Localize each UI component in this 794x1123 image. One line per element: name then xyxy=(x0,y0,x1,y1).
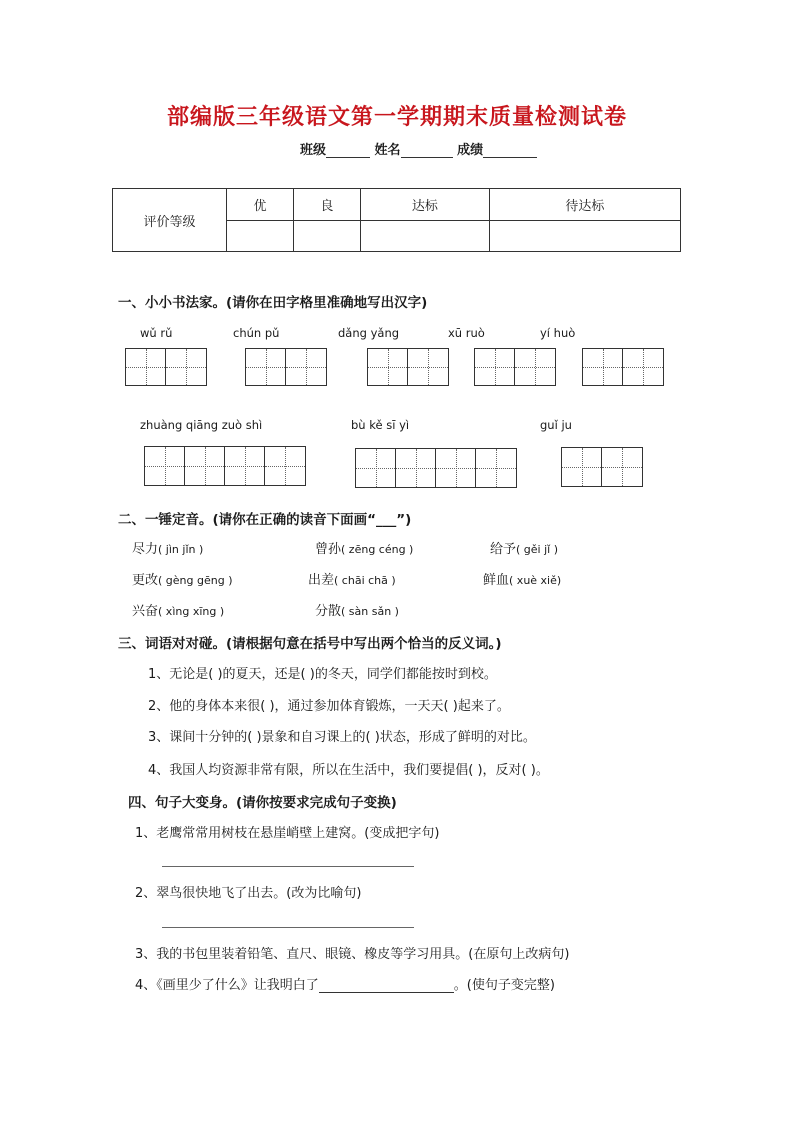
grade-cell[interactable] xyxy=(227,221,294,252)
pinyin-label: bù kě sī yì xyxy=(351,418,410,432)
antonym-question: 1、无论是( )的夏天，还是( )的冬天，同学们都能按时到校。 xyxy=(148,667,497,682)
grade-cell[interactable] xyxy=(360,221,489,252)
grade-row-label: 评价等级 xyxy=(113,189,227,252)
section2-heading: 二、一锤定音。(请你在正确的读音下面画“___”) xyxy=(118,512,412,528)
antonym-question: 3、课间十分钟的( )景象和自习课上的( )状态，形成了鲜明的对比。 xyxy=(148,730,536,745)
word-item: 出差( chāi chā ) xyxy=(308,573,396,588)
grade-table xyxy=(112,188,681,252)
word-item: 分散( sàn sǎn ) xyxy=(315,604,399,619)
grade-header-pass: 达标 xyxy=(360,189,489,221)
pinyin-label: xū ruò xyxy=(448,326,485,340)
section3-heading: 三、词语对对碰。(请根据句意在括号中写出两个恰当的反义词。) xyxy=(118,636,502,652)
word-item: 给予( gěi jǐ ) xyxy=(490,542,559,557)
antonym-question: 2、他的身体本来很( )，通过参加体育锻炼，一天天( )起来了。 xyxy=(148,699,510,714)
writing-grid[interactable] xyxy=(355,448,517,488)
writing-grid[interactable] xyxy=(144,446,306,486)
page-title: 部编版三年级语文第一学期期末质量检测试卷 xyxy=(166,104,627,130)
sentence-question: 3、我的书包里装着铅笔、直尺、眼镜、橡皮等学习用具。(在原句上改病句) xyxy=(135,947,570,962)
name-label: 姓名 xyxy=(374,143,401,158)
answer-line[interactable] xyxy=(162,866,414,867)
pinyin-label: guǐ ju xyxy=(540,418,572,432)
grade-header-excellent: 优 xyxy=(227,189,294,221)
pinyin-label: wǔ rǔ xyxy=(140,326,173,340)
word-item: 更改( gèng gēng ) xyxy=(132,573,233,588)
writing-grid[interactable] xyxy=(367,348,449,386)
antonym-question: 4、我国人均资源非常有限，所以在生活中，我们要提倡( )，反对( )。 xyxy=(148,763,549,778)
score-blank[interactable] xyxy=(483,143,537,158)
class-blank[interactable] xyxy=(326,143,370,158)
pinyin-label: chún pǔ xyxy=(233,326,280,340)
grade-cell[interactable] xyxy=(489,221,680,252)
score-label: 成绩 xyxy=(457,143,484,158)
section1-heading: 一、小小书法家。(请你在田字格里准确地写出汉字) xyxy=(118,295,428,311)
word-item: 曾孙( zēng céng ) xyxy=(315,542,414,557)
writing-grid[interactable] xyxy=(245,348,327,386)
writing-grid[interactable] xyxy=(561,447,643,487)
answer-line[interactable] xyxy=(162,927,414,928)
pinyin-label: zhuàng qiāng zuò shì xyxy=(140,418,263,432)
word-item: 鲜血( xuè xiě) xyxy=(483,573,562,588)
word-item: 尽力( jìn jǐn ) xyxy=(132,542,204,557)
writing-grid[interactable] xyxy=(474,348,556,386)
grade-header-needs-work: 待达标 xyxy=(489,189,680,221)
grade-cell[interactable] xyxy=(293,221,360,252)
class-label: 班级 xyxy=(300,143,327,158)
grade-header-good: 良 xyxy=(293,189,360,221)
word-item: 兴奋( xìng xīng ) xyxy=(132,604,225,619)
name-blank[interactable] xyxy=(401,143,453,158)
sentence-question: 1、老鹰常常用树枝在悬崖峭壁上建窝。(变成把字句) xyxy=(135,826,440,841)
section4-heading: 四、句子大变身。(请你按要求完成句子变换) xyxy=(128,795,397,811)
writing-grid[interactable] xyxy=(582,348,664,386)
fill-blank[interactable] xyxy=(319,980,454,993)
writing-grid[interactable] xyxy=(125,348,207,386)
student-info xyxy=(300,139,537,158)
sentence-question: 2、翠鸟很快地飞了出去。(改为比喻句) xyxy=(135,886,362,901)
pinyin-label: dǎng yǎng xyxy=(338,326,400,340)
pinyin-label: yí huò xyxy=(540,326,576,340)
sentence-question-4: 4、《画里少了什么》让我明白了 。(使句子变完整) xyxy=(135,978,555,993)
